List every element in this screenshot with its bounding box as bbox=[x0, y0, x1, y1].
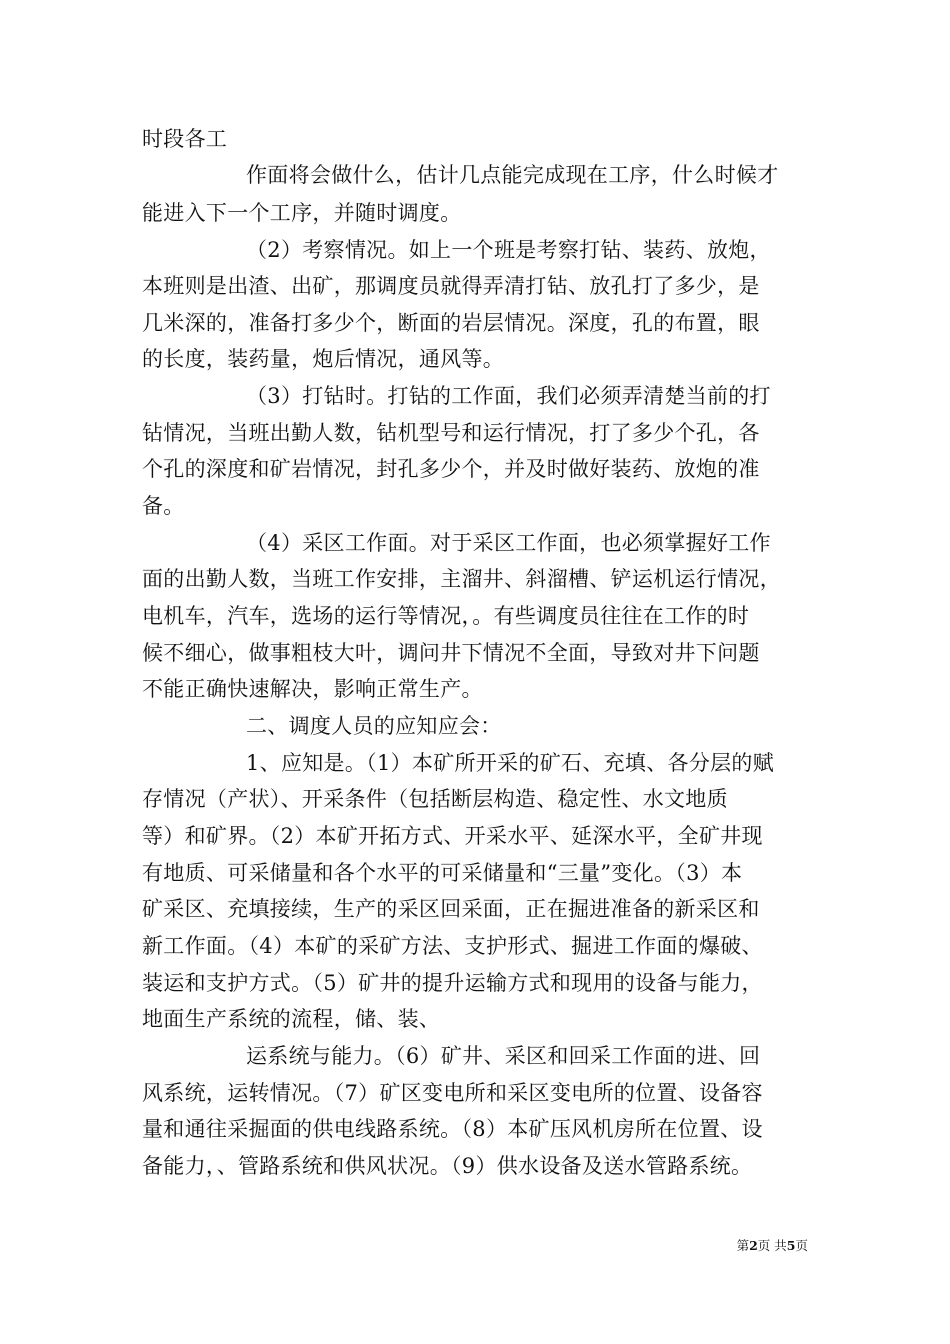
page-number-footer bbox=[737, 1238, 808, 1254]
text-line: 备能力，、管路系统和供风状况。（9）供水设备及送水管路系统。 bbox=[142, 1154, 753, 1178]
text-line: 有地质、可采储量和各个水平的可采储量和“三量”变化。（3）本 bbox=[142, 861, 743, 885]
text-line: 时段各工 bbox=[142, 127, 228, 151]
text-line: 备。 bbox=[142, 494, 185, 518]
text-line: 面的出勤人数，当班工作安排，主溜井、斜溜槽、铲运机运行情况， bbox=[142, 567, 781, 591]
text-line: 能进入下一个工序，并随时调度。 bbox=[142, 201, 462, 225]
text-line: 候不细心，做事粗枝大叶，调问井下情况不全面，导致对井下问题 bbox=[142, 641, 760, 665]
text-line: 存情况（产状）、开采条件（包括断层构造、稳定性、水文地质 bbox=[142, 787, 728, 811]
text-line: 作面将会做什么，估计几点能完成现在工序，什么时候才 bbox=[246, 163, 779, 187]
text-line: 不能正确快速解决，影响正常生产。 bbox=[142, 677, 483, 701]
footer-suffix: 页 bbox=[795, 1238, 808, 1253]
text-line: 1、应知是。（1）本矿所开采的矿石、充填、各分层的赋 bbox=[246, 751, 775, 775]
text-line: （4）采区工作面。对于采区工作面，也必须掌握好工作 bbox=[246, 531, 771, 555]
text-line: 等）和矿界。（2）本矿开拓方式、开采水平、延深水平，全矿井现 bbox=[142, 824, 763, 848]
text-line: （2）考察情况。如上一个班是考察打钻、装药、放炮， bbox=[246, 238, 771, 262]
text-line: 几米深的，准备打多少个，断面的岩层情况。深度，孔的布置，眼 bbox=[142, 311, 760, 335]
text-line: 装运和支护方式。（5）矿井的提升运输方式和现用的设备与能力， bbox=[142, 971, 763, 995]
text-line: 矿采区、充填接续，生产的采区回采面，正在掘进准备的新采区和 bbox=[142, 897, 760, 921]
text-line: 电机车，汽车，选场的运行等情况，。有些调度员往往在工作的时 bbox=[142, 604, 750, 628]
text-line: 的长度，装药量，炮后情况，通风等。 bbox=[142, 347, 505, 371]
text-line: 量和通往采掘面的供电线路系统。（8）本矿压风机房所在位置、设 bbox=[142, 1117, 763, 1141]
footer-prefix: 第 bbox=[736, 1238, 750, 1253]
text-line: 运系统与能力。（6）矿井、采区和回采工作面的进、回 bbox=[246, 1044, 761, 1068]
section-heading: 二、调度人员的应知应会： bbox=[246, 714, 502, 738]
text-line: （3）打钻时。打钻的工作面，我们必须弄清楚当前的打 bbox=[246, 384, 771, 408]
text-line: 个孔的深度和矿岩情况，封孔多少个，并及时做好装药、放炮的准 bbox=[142, 457, 760, 481]
current-page-number: 2 bbox=[749, 1238, 758, 1253]
text-line: 地面生产系统的流程，储、装、 bbox=[142, 1007, 441, 1031]
footer-middle: 页 共 bbox=[757, 1238, 787, 1253]
text-line: 新工作面。（4）本矿的采矿方法、支护形式、掘进工作面的爆破、 bbox=[142, 934, 763, 958]
text-line: 钻情况，当班出勤人数，钻机型号和运行情况，打了多少个孔，各 bbox=[142, 421, 760, 445]
total-page-count: 5 bbox=[786, 1238, 796, 1253]
text-line: 本班则是出渣、出矿，那调度员就得弄清打钻、放孔打了多少，是 bbox=[142, 274, 760, 298]
text-line: 风系统，运转情况。（7）矿区变电所和采区变电所的位置、设备容 bbox=[142, 1081, 763, 1105]
